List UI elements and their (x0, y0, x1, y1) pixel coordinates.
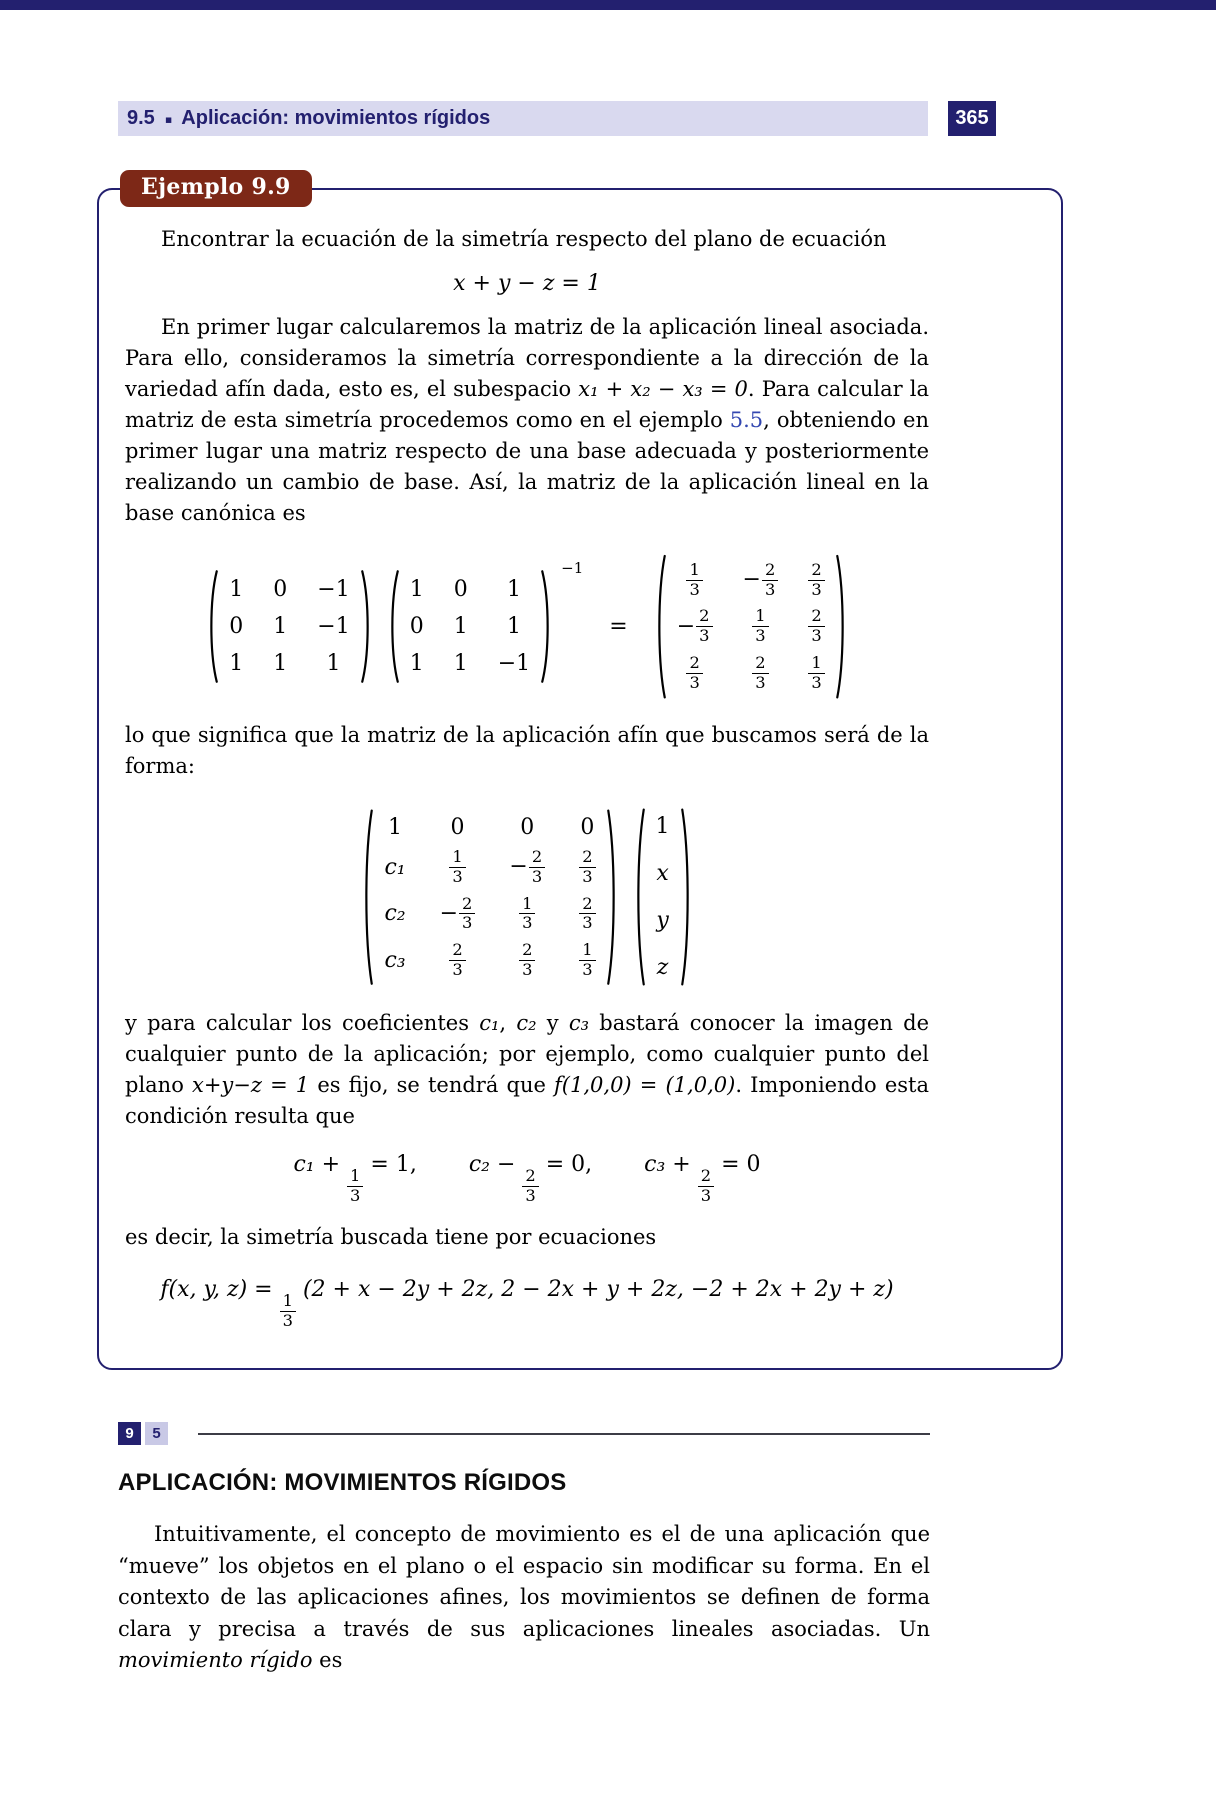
matrix-cell (519, 895, 535, 933)
matrix-cell (454, 651, 468, 676)
math-token: 1 (229, 651, 244, 677)
equals-sign: = (609, 614, 628, 640)
p4-math-2: c₂ (516, 1011, 537, 1036)
matrix-cell (580, 815, 594, 840)
example-ref-link[interactable]: 5.5 (729, 408, 764, 432)
example-paragraph-2 (125, 312, 929, 529)
matrix-cell (579, 941, 595, 979)
math-token: 1 (453, 651, 468, 677)
p4-text-1: y para calcular los coeficientes (125, 1011, 480, 1036)
final-equation-math (160, 1276, 894, 1330)
math-token: = 1, (363, 1152, 417, 1178)
section-number: 9.5 (127, 107, 155, 129)
math-token: (2 + x − 2y + 2z, 2 − 2x + y + 2z, −2 + 2x + 2y + z) (295, 1276, 894, 1302)
matrix-cell (440, 895, 476, 933)
fraction: $\frac{1}{3}$ (579, 941, 595, 979)
example-badge: Ejemplo 9.9 (120, 170, 312, 207)
math-token: 0 (520, 815, 535, 841)
math-token: 0 (450, 815, 465, 841)
condition-3 (644, 1152, 760, 1206)
matrix-cell (752, 654, 768, 692)
example-paragraph-4 (125, 1008, 929, 1132)
condition-2 (469, 1152, 592, 1206)
math-token: c₃ + (644, 1152, 698, 1178)
condition-1 (293, 1152, 416, 1206)
matrix-equation (125, 553, 929, 700)
math-token: 0 (453, 577, 468, 603)
math-token: x (656, 861, 669, 887)
matrix-cell (579, 895, 595, 933)
p2-math-1: x₁ + x₂ − x₃ = 0 (578, 377, 748, 401)
right-paren-icon (680, 806, 693, 988)
p2-text-3: , obteniendo en primer lugar una matriz respecto de una base adecuada y posteriormente realizando un cambio de base. Así, la matriz de la aplicación lineal en la base canónica es (125, 408, 929, 525)
matrix-cell (384, 948, 405, 973)
left-paren-icon (654, 553, 667, 700)
matrix-cell (686, 561, 702, 599)
matrix-cell (450, 815, 464, 840)
math-token: 1 (229, 577, 244, 603)
fraction: − $\frac{2}{3}$ (743, 561, 779, 599)
square-bullet-icon: ▪ (164, 113, 173, 126)
plane-equation-math: x + y − z = 1 (453, 271, 601, 296)
section-title: APLICACIÓN: MOVIMIENTOS RÍGIDOS (118, 1469, 567, 1497)
fraction: $\frac{1}{3}$ (686, 561, 702, 599)
left-paren-icon (361, 807, 374, 987)
matrix-c (654, 553, 848, 700)
fraction: − $\frac{2}{3}$ (509, 848, 545, 886)
left-paren-icon (633, 806, 646, 988)
p2-text-2: . Para calcular la matriz de esta simetría procedemos como en el ejemplo (125, 377, 929, 432)
math-token: = 0 (714, 1152, 761, 1178)
matrix-cell (273, 614, 287, 639)
chapter-number-box: 9 (118, 1422, 141, 1445)
math-token: c₂ (384, 901, 406, 927)
fraction: − $\frac{2}{3}$ (440, 895, 476, 933)
running-header-title: Aplicación: movimientos rígidos (181, 107, 491, 129)
matrix-cell (752, 607, 768, 645)
affine-matrix-product (125, 806, 929, 988)
fraction: − $\frac{2}{3}$ (677, 607, 713, 645)
matrix-cell (656, 814, 670, 839)
fraction: $\frac{1}{3}$ (519, 895, 535, 933)
matrix-cell (686, 654, 702, 692)
left-paren-icon (206, 569, 219, 684)
left-paren-icon (387, 569, 400, 684)
matrix-cell (273, 651, 287, 676)
math-token: 1 (453, 614, 468, 640)
math-token: c₁ + (293, 1152, 348, 1178)
p4-text-4: bastará conocer la imagen de cualquier punto de la aplicación; por ejemplo, como cualquier punto del plano (125, 1011, 929, 1098)
matrix-cell (229, 577, 243, 602)
math-token: z (656, 955, 669, 981)
example-intro-text: Encontrar la ecuación de la simetría respecto del plano de ecuación (161, 227, 887, 251)
fraction: $\frac{1}{3}$ (280, 1277, 296, 1302)
math-token: −1 (497, 651, 531, 677)
matrix-cell (656, 861, 668, 886)
matrix-cell (743, 561, 779, 599)
matrix-cell (507, 614, 521, 639)
p4-math-3: c₃ (568, 1011, 590, 1036)
matrix-cell (229, 651, 243, 676)
final-equation (125, 1277, 929, 1331)
fraction: $\frac{2}{3}$ (522, 1152, 538, 1177)
example-paragraph-3 (125, 720, 929, 782)
example-box (97, 174, 1063, 1370)
p4-math-4: x+y−z = 1 (191, 1073, 310, 1098)
matrix-cell (519, 941, 535, 979)
matrix-cell (273, 577, 287, 602)
math-token: 1 (273, 614, 288, 640)
matrix-cell (579, 848, 595, 886)
running-header (118, 101, 996, 136)
matrix-cell (454, 614, 468, 639)
math-token: f(x, y, z) = (160, 1276, 280, 1302)
matrix-cell (317, 577, 349, 602)
math-token: 1 (506, 577, 521, 603)
section-text-1: Intuitivamente, el concepto de movimiento es el de una aplicación que “mueve” los objetos en el plano o el espacio sin modificar su forma. En el contexto de las aplicaciones afines, los movimientos se definen de forma clara y precisa a través de sus aplicaciones lineales asociadas. Un (118, 1522, 930, 1641)
matrix-cell (410, 651, 424, 676)
p5-text: es decir, la simetría buscada tiene por ecuaciones (125, 1224, 657, 1249)
section-emphasis: movimiento rígido (118, 1648, 313, 1673)
math-token: = 0, (538, 1152, 593, 1178)
p4-text-2: , (499, 1011, 517, 1036)
math-token: 1 (655, 814, 670, 840)
fraction: $\frac{1}{3}$ (752, 607, 768, 645)
coordinate-vector (633, 806, 693, 988)
p2-text-1: En primer lugar calcularemos la matriz de la aplicación lineal asociada. Para ello, consideramos la simetría correspondiente a la dirección de la variedad afín dada, esto es, el subespacio (125, 315, 929, 401)
fraction: $\frac{2}{3}$ (698, 1152, 714, 1177)
right-paren-icon (540, 569, 553, 684)
matrix-cell (229, 614, 243, 639)
affine-matrix (361, 807, 618, 987)
fraction: $\frac{2}{3}$ (579, 848, 595, 886)
page-number-badge: 365 (948, 101, 996, 136)
fraction: $\frac{1}{3}$ (347, 1152, 363, 1177)
matrix-exponent: −1 (561, 559, 584, 577)
section-number-box: 5 (145, 1422, 168, 1445)
math-token: y (656, 908, 669, 934)
math-token: 1 (273, 651, 288, 677)
math-token: 0 (580, 815, 595, 841)
matrix-cell (520, 815, 534, 840)
plane-equation (125, 271, 929, 296)
math-token: 1 (506, 614, 521, 640)
running-header-bar (118, 101, 928, 136)
math-token: 0 (409, 614, 424, 640)
section-marker (118, 1422, 930, 1445)
p4-text-3: y (536, 1011, 569, 1036)
math-token: c₁ (384, 854, 406, 880)
math-token: 1 (326, 651, 341, 677)
math-token: 1 (409, 577, 424, 603)
matrix-cell (808, 607, 824, 645)
example-intro (125, 224, 929, 255)
matrix-cell (808, 561, 824, 599)
matrix-cell (327, 651, 341, 676)
fraction: $\frac{2}{3}$ (519, 941, 535, 979)
fraction: $\frac{2}{3}$ (808, 561, 824, 599)
fraction: $\frac{1}{3}$ (449, 848, 465, 886)
math-token: −1 (317, 614, 350, 640)
top-bar (0, 0, 1216, 10)
matrix-cell (677, 607, 713, 645)
matrix-b (387, 569, 553, 684)
fraction: $\frac{2}{3}$ (808, 607, 824, 645)
right-paren-icon (835, 553, 848, 700)
fraction: $\frac{2}{3}$ (579, 895, 595, 933)
matrix-cell (410, 614, 424, 639)
right-paren-icon (606, 807, 619, 987)
matrix-cell (449, 848, 465, 886)
math-token: 1 (388, 815, 403, 841)
p4-math-1: c₁ (479, 1011, 500, 1036)
matrix-cell (507, 577, 521, 602)
matrix-cell (384, 855, 405, 880)
matrix-cell (410, 577, 424, 602)
p4-math-5: f(1,0,0) = (1,0,0) (554, 1073, 736, 1098)
matrix-cell (449, 941, 465, 979)
matrix-cell (656, 908, 668, 933)
p3-text: lo que significa que la matriz de la aplicación afín que buscamos será de la forma: (125, 723, 929, 779)
math-token: c₂ − (468, 1152, 523, 1178)
section-paragraph (118, 1519, 930, 1677)
section-text-2: es (312, 1648, 343, 1673)
fraction: $\frac{2}{3}$ (686, 654, 702, 692)
p4-text-5: es fijo, se tendrá que (309, 1073, 555, 1098)
matrix-cell (657, 955, 669, 980)
matrix-a (206, 569, 372, 684)
math-token: c₃ (384, 947, 406, 973)
math-token: 1 (409, 651, 424, 677)
example-paragraph-5 (125, 1222, 929, 1253)
fraction: $\frac{2}{3}$ (752, 654, 768, 692)
section-block (118, 1422, 930, 1677)
section-rule (198, 1433, 930, 1435)
math-token: −1 (317, 577, 350, 603)
matrix-cell (317, 614, 349, 639)
coefficient-conditions (125, 1152, 929, 1206)
matrix-cell (388, 815, 402, 840)
matrix-cell (384, 901, 405, 926)
matrix-cell (498, 651, 530, 676)
matrix-cell (454, 577, 468, 602)
right-paren-icon (360, 569, 373, 684)
math-token: 0 (273, 577, 288, 603)
matrix-cell (509, 848, 545, 886)
fraction: $\frac{2}{3}$ (449, 941, 465, 979)
p4-text-6: . Imponiendo esta condición resulta que (125, 1073, 929, 1129)
math-token: 0 (229, 614, 244, 640)
fraction: $\frac{1}{3}$ (808, 654, 824, 692)
matrix-cell (808, 654, 824, 692)
